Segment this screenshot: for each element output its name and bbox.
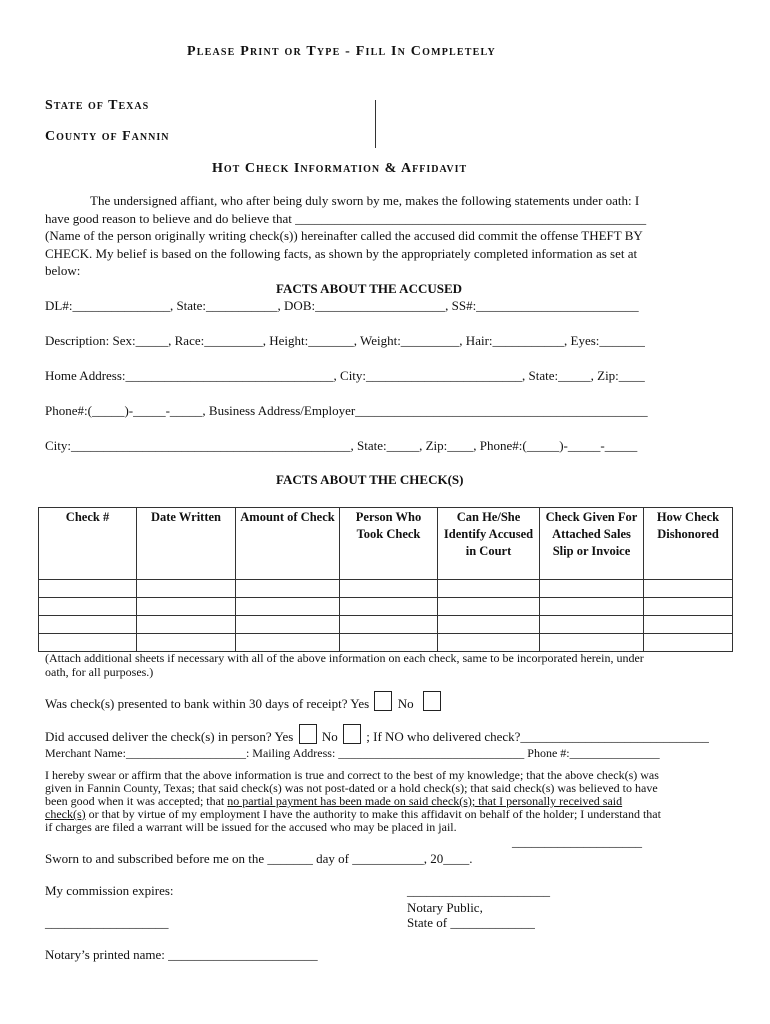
commission-expires-label: My commission expires: xyxy=(45,883,174,898)
sworn-line[interactable]: Sworn to and subscribed before me on the _______ day of ___________, 20____. xyxy=(45,851,473,866)
col-check-number: Check # xyxy=(39,508,137,580)
table-cell[interactable] xyxy=(340,634,438,652)
intro-line-5: below: xyxy=(45,263,81,278)
checks-table xyxy=(38,507,733,652)
table-cell[interactable] xyxy=(540,598,644,616)
notary-state-line[interactable]: State of _____________ xyxy=(407,915,535,930)
col-person-took-check: Person Who Took Check xyxy=(340,508,438,580)
accused-row-phone-employer[interactable]: Phone#:(_____)-_____-_____, Business Address/Employer_____________________________________________ xyxy=(45,403,648,418)
col-check-given-for: Check Given For Attached Sales Slip or Invoice xyxy=(540,508,644,580)
oath-line-4b: or that by virtue of my employment I have the authority to make this affidavit on behalf of the holder; I understand that xyxy=(85,807,661,821)
affiant-signature-line[interactable]: ____________________ xyxy=(512,834,642,849)
table-cell[interactable] xyxy=(236,634,340,652)
table-row xyxy=(39,616,733,634)
intro-line-2: have good reason to believe and do believe that ______________________________________________________ xyxy=(45,211,647,226)
checks-heading: FACTS ABOUT THE CHECK(S) xyxy=(276,472,464,487)
instruction-heading: Please Print or Type - Fill In Completely xyxy=(187,44,496,59)
accused-row-dl[interactable]: DL#:_______________, State:___________, DOB:____________________, SS#:_________________________ xyxy=(45,298,639,313)
oath-line-2: given in Fannin County, Texas; that said check(s) was not post-dated or a hold check(s); that said check(s) was believed to have xyxy=(45,781,658,795)
question-delivered-text: Did accused deliver the check(s) in person? Yes xyxy=(45,729,294,744)
commission-expires-line[interactable]: ___________________ xyxy=(45,915,169,930)
table-cell[interactable] xyxy=(236,598,340,616)
table-row xyxy=(39,598,733,616)
table-cell[interactable] xyxy=(236,580,340,598)
table-cell[interactable] xyxy=(540,634,644,652)
table-cell[interactable] xyxy=(540,580,644,598)
q2-no-checkbox[interactable] xyxy=(343,724,361,744)
table-cell[interactable] xyxy=(540,616,644,634)
question-delivered xyxy=(45,724,709,745)
table-cell[interactable] xyxy=(644,580,733,598)
table-cell[interactable] xyxy=(438,598,540,616)
table-cell[interactable] xyxy=(340,616,438,634)
table-cell[interactable] xyxy=(644,634,733,652)
table-cell[interactable] xyxy=(340,580,438,598)
table-cell[interactable] xyxy=(644,598,733,616)
q2-followup[interactable]: ; If NO who delivered check?_____________________________ xyxy=(366,729,709,744)
header-divider xyxy=(375,100,376,148)
oath-line-1: I hereby swear or affirm that the above information is true and correct to the best of my knowledge; that the above check(s) was xyxy=(45,768,659,782)
table-cell[interactable] xyxy=(137,598,236,616)
table-cell[interactable] xyxy=(39,580,137,598)
table-cell[interactable] xyxy=(236,616,340,634)
q1-yes-checkbox[interactable] xyxy=(374,691,392,711)
attach-note-line-1: (Attach additional sheets if necessary with all of the above information on each check, same to be incorporated herein, under xyxy=(45,651,644,665)
q2-no-label: No xyxy=(321,729,338,744)
table-cell[interactable] xyxy=(438,634,540,652)
q1-no-checkbox[interactable] xyxy=(423,691,441,711)
question-30-days-text: Was check(s) presented to bank within 30 days of receipt? Yes xyxy=(45,696,370,711)
table-row xyxy=(39,580,733,598)
accused-row-home-address[interactable]: Home Address:________________________________, City:________________________, State:_____, Zip:____ xyxy=(45,368,645,383)
table-cell[interactable] xyxy=(39,616,137,634)
table-cell[interactable] xyxy=(340,598,438,616)
intro-line-3: (Name of the person originally writing check(s)) hereinafter called the accused did commit the offense THEFT BY xyxy=(45,228,643,243)
table-cell[interactable] xyxy=(137,580,236,598)
oath-line-4a: check(s) xyxy=(45,807,86,821)
q2-yes-checkbox[interactable] xyxy=(299,724,317,744)
table-cell[interactable] xyxy=(39,598,137,616)
col-how-dishonored: How Check Dishonored xyxy=(644,508,733,580)
accused-heading: FACTS ABOUT THE ACCUSED xyxy=(276,281,463,296)
county-heading: County of Fannin xyxy=(45,129,170,144)
table-cell[interactable] xyxy=(137,616,236,634)
notary-signature-line[interactable]: ______________________ xyxy=(407,883,550,898)
notary-printed-name[interactable]: Notary’s printed name: _______________________ xyxy=(45,947,318,962)
oath-line-3b: no partial payment has been made on said check(s); that I personally received said xyxy=(227,794,623,808)
notary-public-label: Notary Public, xyxy=(407,900,483,915)
accused-row-city[interactable]: City:___________________________________________, State:_____, Zip:____, Phone#:(_____)-_____-_____ xyxy=(45,438,638,453)
table-cell[interactable] xyxy=(644,616,733,634)
merchant-line[interactable]: Merchant Name:____________________: Mailing Address: _______________________________ Phone #:_______________ xyxy=(45,746,660,760)
col-date-written: Date Written xyxy=(137,508,236,580)
attach-note-line-2: oath, for all purposes.) xyxy=(45,665,154,679)
intro-line-4: CHECK. My belief is based on the following facts, as shown by the appropriately completed information as set at xyxy=(45,246,638,261)
col-identify-accused: Can He/She Identify Accused in Court xyxy=(438,508,540,580)
col-amount: Amount of Check xyxy=(236,508,340,580)
intro-line-1: The undersigned affiant, who after being duly sworn by me, makes the following statements under oath: I xyxy=(90,193,640,208)
state-heading: State of Texas xyxy=(45,98,150,113)
table-cell[interactable] xyxy=(39,634,137,652)
accused-row-description[interactable]: Description: Sex:_____, Race:_________, Height:_______, Weight:_________, Hair:___________, Eyes:_______ xyxy=(45,333,645,348)
table-row xyxy=(39,634,733,652)
form-title: Hot Check Information & Affidavit xyxy=(212,161,468,176)
oath-line-3a: been good when it was accepted; that xyxy=(45,794,228,808)
oath-line-5: if charges are filed a warrant will be issued for the accused who may be placed in jail. xyxy=(45,820,457,834)
table-cell[interactable] xyxy=(137,634,236,652)
table-cell[interactable] xyxy=(438,616,540,634)
q1-no-label: No xyxy=(397,696,414,711)
question-30-days xyxy=(45,691,443,712)
checks-table-header xyxy=(39,508,733,580)
table-cell[interactable] xyxy=(438,580,540,598)
